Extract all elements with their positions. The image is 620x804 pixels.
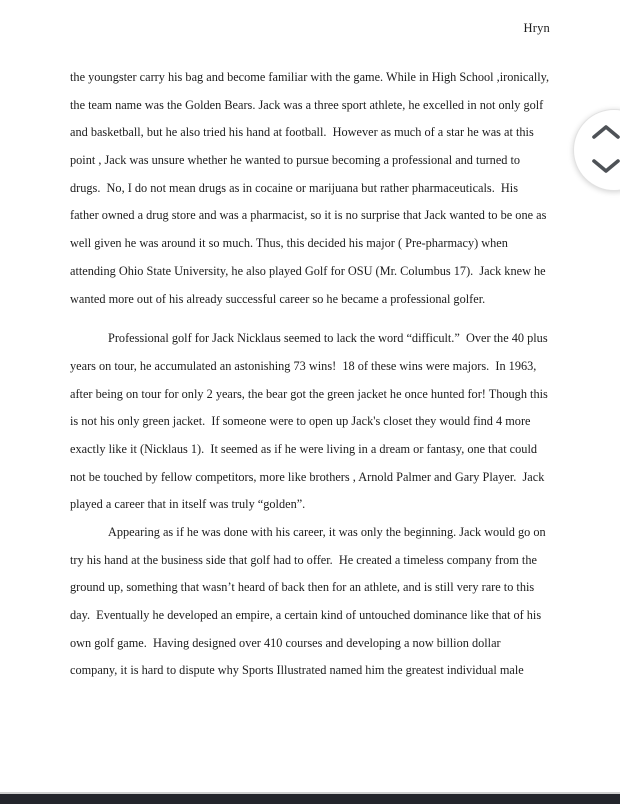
document-body	[70, 64, 554, 685]
scroll-down-button[interactable]	[587, 153, 620, 179]
text-line: attending Ohio State University, he also played Golf for OSU (Mr. Columbus 17). Jack knew he	[70, 263, 546, 278]
chevron-up-icon	[589, 120, 620, 144]
text-line: wanted more out of his already successful career so he became a professional golfer.	[70, 291, 486, 306]
text-line: drugs. No, I do not mean drugs as in cocaine or marijuana but rather pharmaceuticals. His	[70, 180, 519, 195]
text-line: day. Eventually he developed an empire, a certain kind of untouched dominance like that of his	[70, 608, 542, 623]
text-line: not be touched by fellow competitors, more like brothers , Arnold Palmer and Gary Player. Jack	[70, 469, 545, 484]
text-line: after being on tour for only 2 years, the bear got the green jacket he once hunted for! Though this	[70, 386, 548, 401]
page-header-name: Hryn	[523, 21, 550, 35]
paragraph	[70, 325, 554, 519]
text-line: and basketball, but he also tried his hand at football. However as much of a star he was at this	[70, 125, 534, 140]
text-line: try his hand at the business side that golf had to offer. He created a timeless company from the	[70, 552, 537, 567]
text-line: Appearing as if he was done with his career, it was only the beginning. Jack would go on	[108, 525, 546, 539]
text-line: father owned a drug store and was a pharmacist, so it is no surprise that Jack wanted to be one as	[70, 208, 547, 223]
text-line: Professional golf for Jack Nicklaus seemed to lack the word “difficult.” Over the 40 plus	[108, 331, 548, 346]
text-line: ground up, something that wasn’t heard of back then for an athlete, and is still very rare to this	[70, 580, 535, 595]
text-line: the youngster carry his bag and become familiar with the game. While in High School ,ironically,	[70, 70, 550, 84]
paragraph	[70, 64, 554, 313]
bottom-bar	[0, 794, 620, 804]
text-line: exactly like it (Nicklaus 1). It seemed as if he were living in a dream or fantasy, one that could	[70, 441, 538, 456]
scroll-up-button[interactable]	[587, 119, 620, 145]
text-line: point , Jack was unsure whether he wanted to pursue becoming a professional and turned to	[70, 153, 521, 168]
text-line: years on tour, he accumulated an astonishing 73 wins! 18 of these wins were majors. In 1963,	[70, 358, 537, 373]
text-line: the team name was the Golden Bears. Jack was a three sport athlete, he excelled in not only golf	[70, 97, 544, 112]
text-line: well given he was around it so much. Thus, this decided his major ( Pre-pharmacy) when	[70, 236, 508, 251]
text-line: is not his only green jacket. If someone were to open up Jack's closet they would find 4 more	[70, 414, 531, 429]
text-line: own golf game. Having designed over 410 courses and developing a now billion dollar	[70, 635, 501, 650]
paragraph	[70, 519, 554, 685]
chevron-down-icon	[589, 154, 620, 178]
text-line: played a career that in itself was truly “golden”.	[70, 497, 306, 512]
scroll-widget	[573, 109, 620, 191]
text-line: company, it is hard to dispute why Sports Illustrated named him the greatest individual male	[70, 663, 524, 678]
